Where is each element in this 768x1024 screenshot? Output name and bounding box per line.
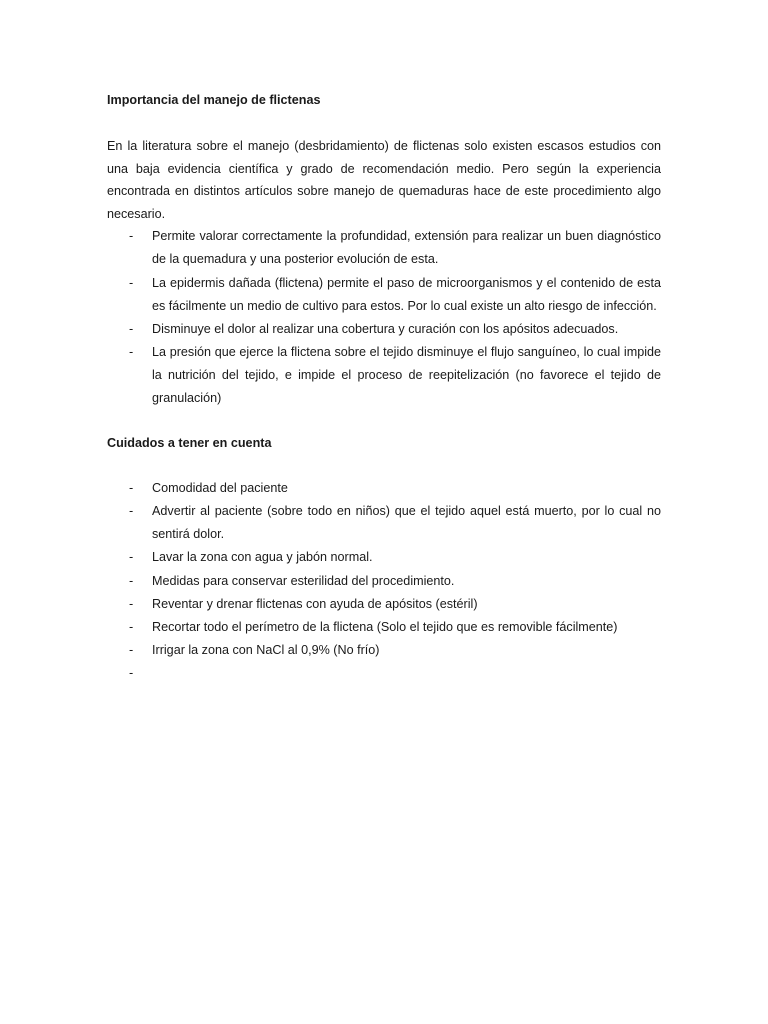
list-item [107, 477, 661, 500]
list-item [107, 225, 661, 271]
list-item [107, 639, 661, 662]
dash-marker: - [129, 275, 134, 290]
list-item-empty [107, 662, 661, 685]
dash-marker: - [129, 504, 134, 519]
list-item-text: La presión que ejerce la flictena sobre el tejido disminuye el flujo sanguíneo, lo cual impide la nutrición del tejido, e impide el proceso de reepitelización (no favorece el tejido de granulación) [152, 344, 661, 406]
dash-marker: - [129, 642, 134, 657]
list-item [107, 546, 661, 569]
dash-marker: - [129, 550, 134, 565]
list-item [107, 272, 661, 318]
dash-marker: - [129, 665, 134, 680]
list-item-text: La epidermis dañada (flictena) permite el paso de microorganismos y el contenido de esta es fácilmente un medio de cultivo para estos. Por lo cual existe un alto riesgo de infección. [152, 275, 661, 313]
spacer [107, 112, 661, 135]
list-item [107, 341, 661, 410]
list-item-text: Medidas para conservar esterilidad del procedimiento. [152, 573, 455, 588]
list-item [107, 318, 661, 341]
care-list [107, 477, 661, 685]
dash-marker: - [129, 619, 134, 634]
intro-paragraph: En la literatura sobre el manejo (desbridamiento) de flictenas solo existen escasos estudios con una baja evidencia científica y grado de recomendación medio. Pero según la experiencia encontrada en distintos artículos sobre manejo de quemaduras hace de este procedimiento algo necesario. [107, 139, 661, 221]
list-item-text: Lavar la zona con agua y jabón normal. [152, 550, 373, 565]
dash-marker: - [129, 573, 134, 588]
dash-marker: - [129, 321, 134, 336]
list-item-text: Comodidad del paciente [152, 481, 288, 496]
dash-marker: - [129, 481, 134, 496]
list-item [107, 616, 661, 639]
spacer [107, 410, 661, 432]
section-heading-cuidados: Cuidados a tener en cuenta [107, 436, 272, 451]
list-item [107, 500, 661, 546]
list-item-text: Recortar todo el perímetro de la flictena (Solo el tejido que es removible fácilmente) [152, 619, 618, 634]
list-item-text: Reventar y drenar flictenas con ayuda de apósitos (estéril) [152, 596, 478, 611]
list-item-text: Disminuye el dolor al realizar una cobertura y curación con los apósitos adecuados. [152, 321, 619, 336]
dash-marker: - [129, 344, 134, 359]
dash-marker: - [129, 596, 134, 611]
spacer [107, 455, 661, 477]
section-heading-importancia: Importancia del manejo de flictenas [107, 93, 321, 107]
list-item [107, 593, 661, 616]
list-item-text: Advertir al paciente (sobre todo en niños) que el tejido aquel está muerto, por lo cual no sentirá dolor. [152, 504, 661, 542]
document-page [107, 89, 661, 685]
importance-list [107, 225, 661, 410]
list-item-text: Irrigar la zona con NaCl al 0,9% (No frío) [152, 642, 380, 657]
dash-marker: - [129, 229, 134, 244]
list-item-text: Permite valorar correctamente la profundidad, extensión para realizar un buen diagnóstico de la quemadura y una posterior evolución de esta. [152, 229, 661, 267]
list-item [107, 570, 661, 593]
